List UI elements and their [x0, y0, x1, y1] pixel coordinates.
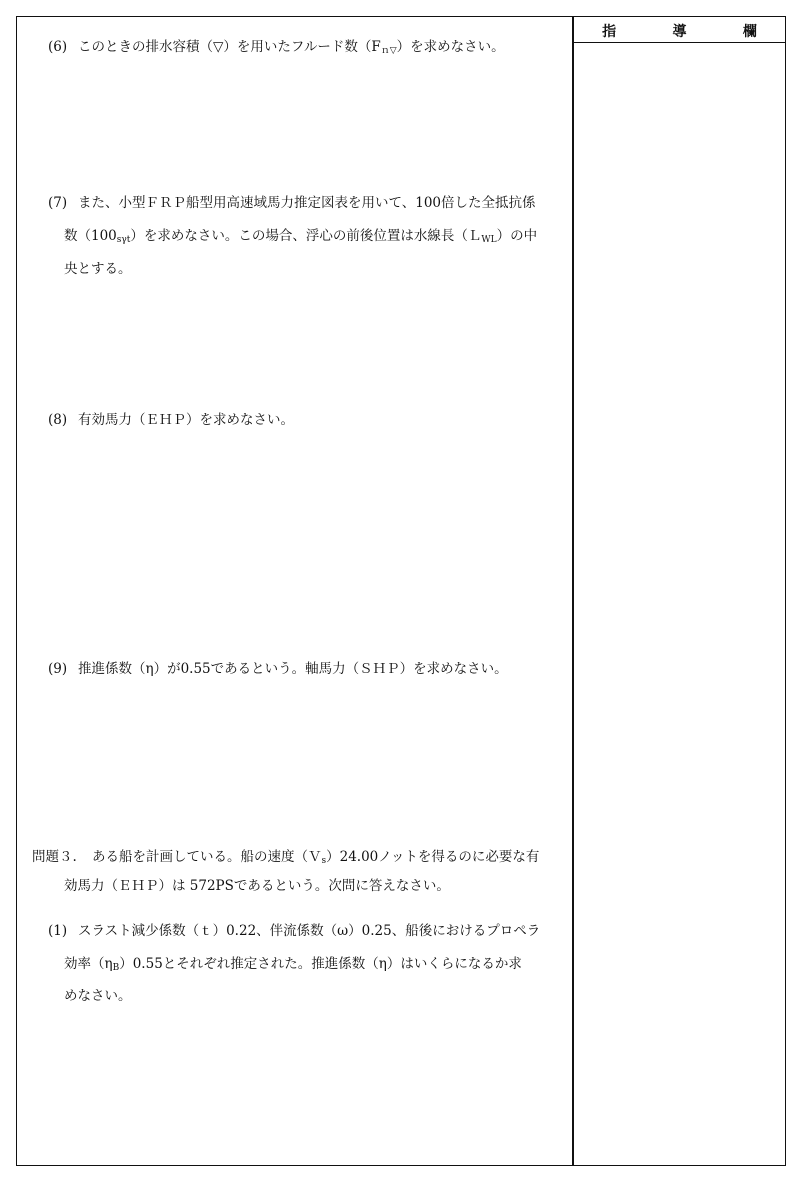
question-6: [48, 33, 505, 66]
question-text-cont: ）0.55とそれぞれ推定された。推進係数（η）はいくらになるか求: [119, 956, 522, 972]
guidance-column-header: [574, 20, 785, 42]
question-number: (6): [48, 39, 68, 55]
side-header-char-2: 導: [672, 24, 687, 40]
question-number: (1): [48, 923, 68, 939]
question-text: 有効馬力（ＥＨＰ）を求めなさい。: [78, 412, 294, 428]
question-text: 効率（η: [64, 956, 113, 972]
problem-3-question-1-line-2: [64, 950, 522, 983]
question-text: また、小型ＦＲＰ船型用高速域馬力推定図表を用いて、100倍した全抵抗係: [78, 195, 536, 211]
question-text: めなさい。: [64, 988, 132, 1004]
question-text-cont: ）を求めなさい。: [396, 39, 505, 55]
subscript: WL: [481, 235, 497, 245]
problem-text: ある船を計画している。船の速度（Ｖ: [92, 849, 322, 865]
question-text: 数（100: [64, 228, 117, 244]
question-8: [48, 406, 294, 435]
question-text-end: ）の中: [496, 228, 538, 244]
question-7: [48, 189, 536, 218]
side-header-char-3: 欄: [742, 24, 757, 40]
subscript: sγt: [116, 235, 131, 245]
question-7-line-3: [64, 255, 132, 284]
subscript: s: [321, 856, 327, 866]
question-9: [48, 655, 508, 684]
problem-3-question-1-line-3: [64, 982, 132, 1011]
question-number: (8): [48, 412, 68, 428]
problem-text-cont: ）24.00ノットを得るのに必要な有: [326, 849, 540, 865]
problem-3-line-2: [64, 872, 450, 901]
question-7-line-2: [64, 222, 537, 255]
question-text: 推進係数（η）が0.55であるという。軸馬力（ＳＨＰ）を求めなさい。: [78, 661, 508, 677]
question-number: (7): [48, 195, 68, 211]
question-text: 央とする。: [64, 261, 132, 277]
question-text-cont: ）を求めなさい。この場合、浮心の前後位置は水線長（Ｌ: [130, 228, 482, 244]
side-header-char-1: 指: [602, 24, 617, 40]
subscript: B: [112, 963, 120, 973]
problem-3-question-1: [48, 917, 540, 946]
side-header-rule: [573, 42, 786, 43]
column-divider: [572, 16, 574, 1166]
problem-text: 効馬力（ＥＨＰ）は 572PSであるという。次問に答えなさい。: [64, 878, 450, 894]
question-text: スラスト減少係数（ｔ）0.22、伴流係数（ω）0.25、船後におけるプロペラ: [78, 923, 541, 939]
problem-label: 問題３.: [32, 849, 77, 865]
question-text: このときの排水容積（▽）を用いたフルード数（F: [78, 39, 381, 55]
subscript: ｎ▽: [380, 46, 397, 56]
question-number: (9): [48, 661, 68, 677]
